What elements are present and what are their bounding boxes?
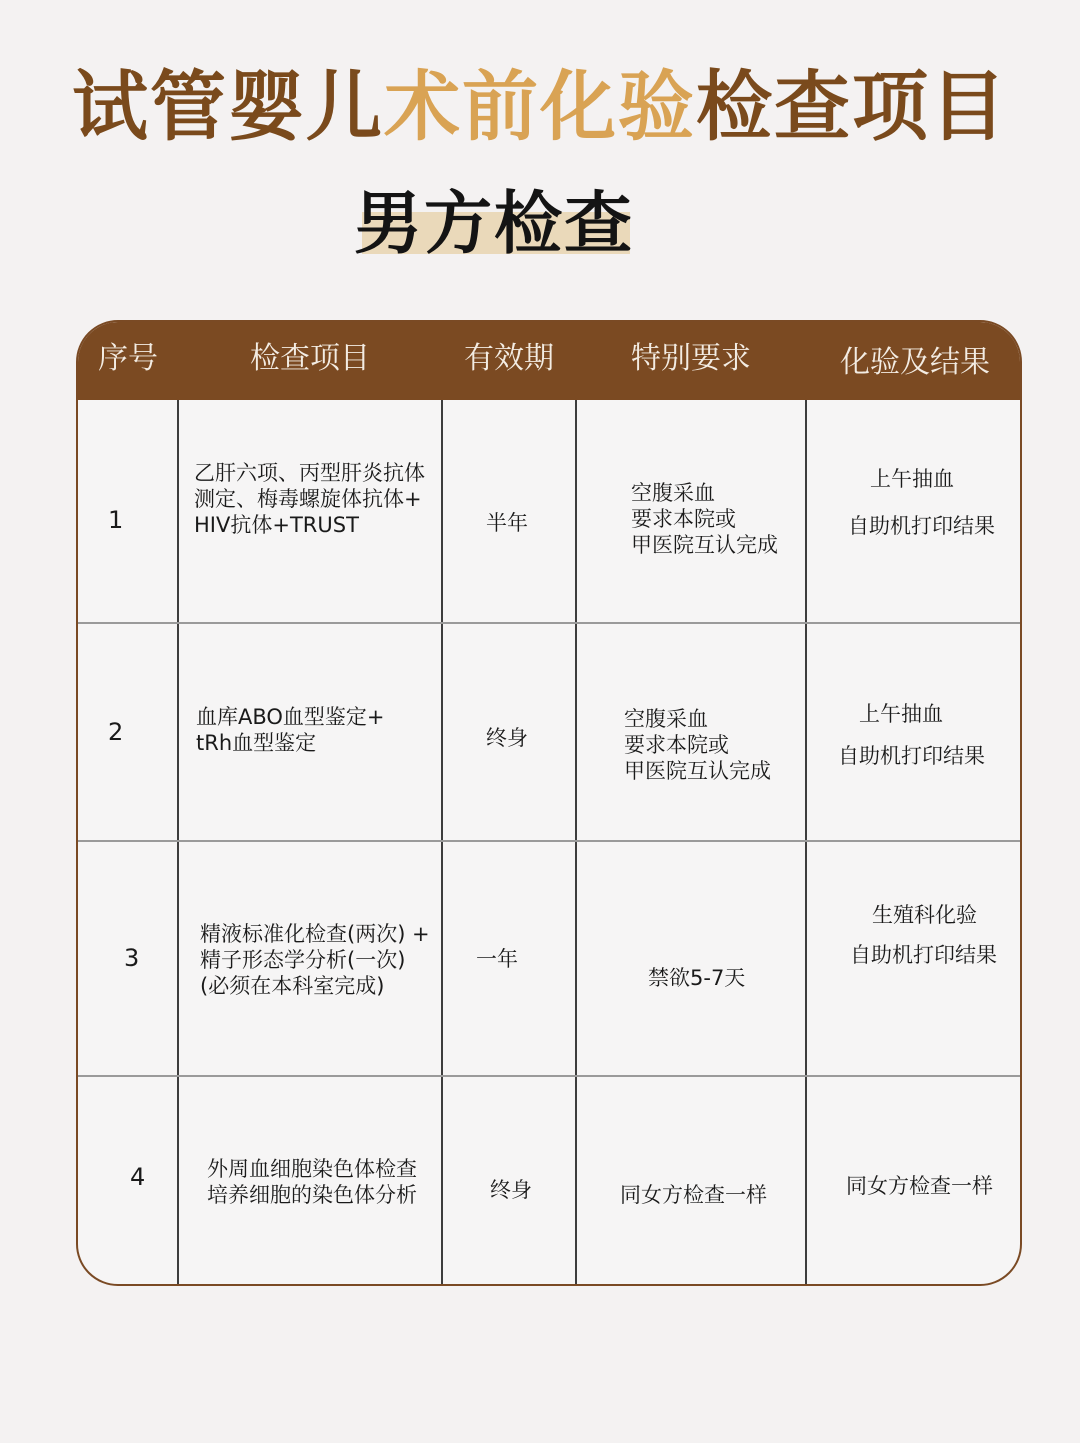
row-4-item <box>207 1156 417 1208</box>
row-3-item-line: 精子形态学分析(一次) <box>200 948 406 972</box>
row-2-requirement <box>624 706 771 784</box>
row-3-validity: 一年 <box>476 947 518 971</box>
row-1-requirement-line: 空腹采血 <box>631 481 715 505</box>
title-part-1: 试管婴儿 <box>72 62 384 151</box>
header-result: 化验及结果 <box>840 345 990 380</box>
row-3-result-line: 生殖科化验 <box>872 903 977 927</box>
row-1-result-line: 自助机打印结果 <box>848 514 995 538</box>
row-3-number: 3 <box>124 944 140 972</box>
row-1-item-line: 乙肝六项、丙型肝炎抗体 <box>194 461 425 485</box>
section-heading-text: 男方检查 <box>354 185 635 264</box>
row-3-item-line: 精液标准化检查(两次) + <box>200 922 430 946</box>
column-divider <box>177 400 179 1284</box>
row-4-result: 同女方检查一样 <box>846 1174 993 1198</box>
page-title <box>0 62 1080 152</box>
row-1-item-line: 测定、梅毒螺旋体抗体+ <box>194 487 422 511</box>
header-validity: 有效期 <box>464 341 554 376</box>
row-divider <box>78 840 1022 842</box>
title-part-2: 术前化验 <box>384 62 696 151</box>
row-1-item-line: HIV抗体+TRUST <box>194 513 359 537</box>
row-2-item <box>196 704 385 756</box>
row-1-requirement <box>631 480 778 558</box>
row-3-result-line: 自助机打印结果 <box>850 943 997 967</box>
row-3-item-line: (必须在本科室完成) <box>200 974 385 998</box>
row-2-requirement-line: 空腹采血 <box>624 707 708 731</box>
row-1-requirement-line: 要求本院或 <box>631 507 736 531</box>
row-divider <box>78 622 1022 624</box>
header-requirement: 特别要求 <box>631 341 751 376</box>
section-heading <box>354 180 634 270</box>
table-header <box>78 322 1022 400</box>
title-part-3: 检查项目 <box>696 62 1008 151</box>
header-number: 序号 <box>98 341 158 376</box>
row-3-item <box>200 921 430 999</box>
row-4-item-line: 培养细胞的染色体分析 <box>207 1183 417 1207</box>
row-4-item-line: 外周血细胞染色体检查 <box>207 1157 417 1181</box>
row-2-validity: 终身 <box>486 726 528 750</box>
row-2-result-line: 上午抽血 <box>859 702 943 726</box>
row-divider <box>78 1075 1022 1077</box>
row-1-requirement-line: 甲医院互认完成 <box>631 533 778 557</box>
row-2-item-line: 血库ABO血型鉴定+ <box>196 705 385 729</box>
row-4-validity: 终身 <box>490 1178 532 1202</box>
row-1-validity: 半年 <box>486 511 528 535</box>
row-1-result-line: 上午抽血 <box>870 467 954 491</box>
row-2-requirement-line: 要求本院或 <box>624 733 729 757</box>
column-divider <box>575 400 577 1284</box>
row-2-item-line: tRh血型鉴定 <box>196 731 317 755</box>
header-item: 检查项目 <box>250 341 370 376</box>
row-2-requirement-line: 甲医院互认完成 <box>624 759 771 783</box>
row-4-requirement: 同女方检查一样 <box>620 1183 767 1207</box>
row-3-requirement: 禁欲5-7天 <box>648 966 746 990</box>
column-divider <box>805 400 807 1284</box>
row-2-result-line: 自助机打印结果 <box>838 744 985 768</box>
exam-table <box>76 320 1022 1286</box>
row-1-number: 1 <box>108 506 124 534</box>
column-divider <box>441 400 443 1284</box>
row-4-number: 4 <box>130 1163 146 1191</box>
row-2-number: 2 <box>108 718 124 746</box>
row-1-item <box>194 460 425 538</box>
